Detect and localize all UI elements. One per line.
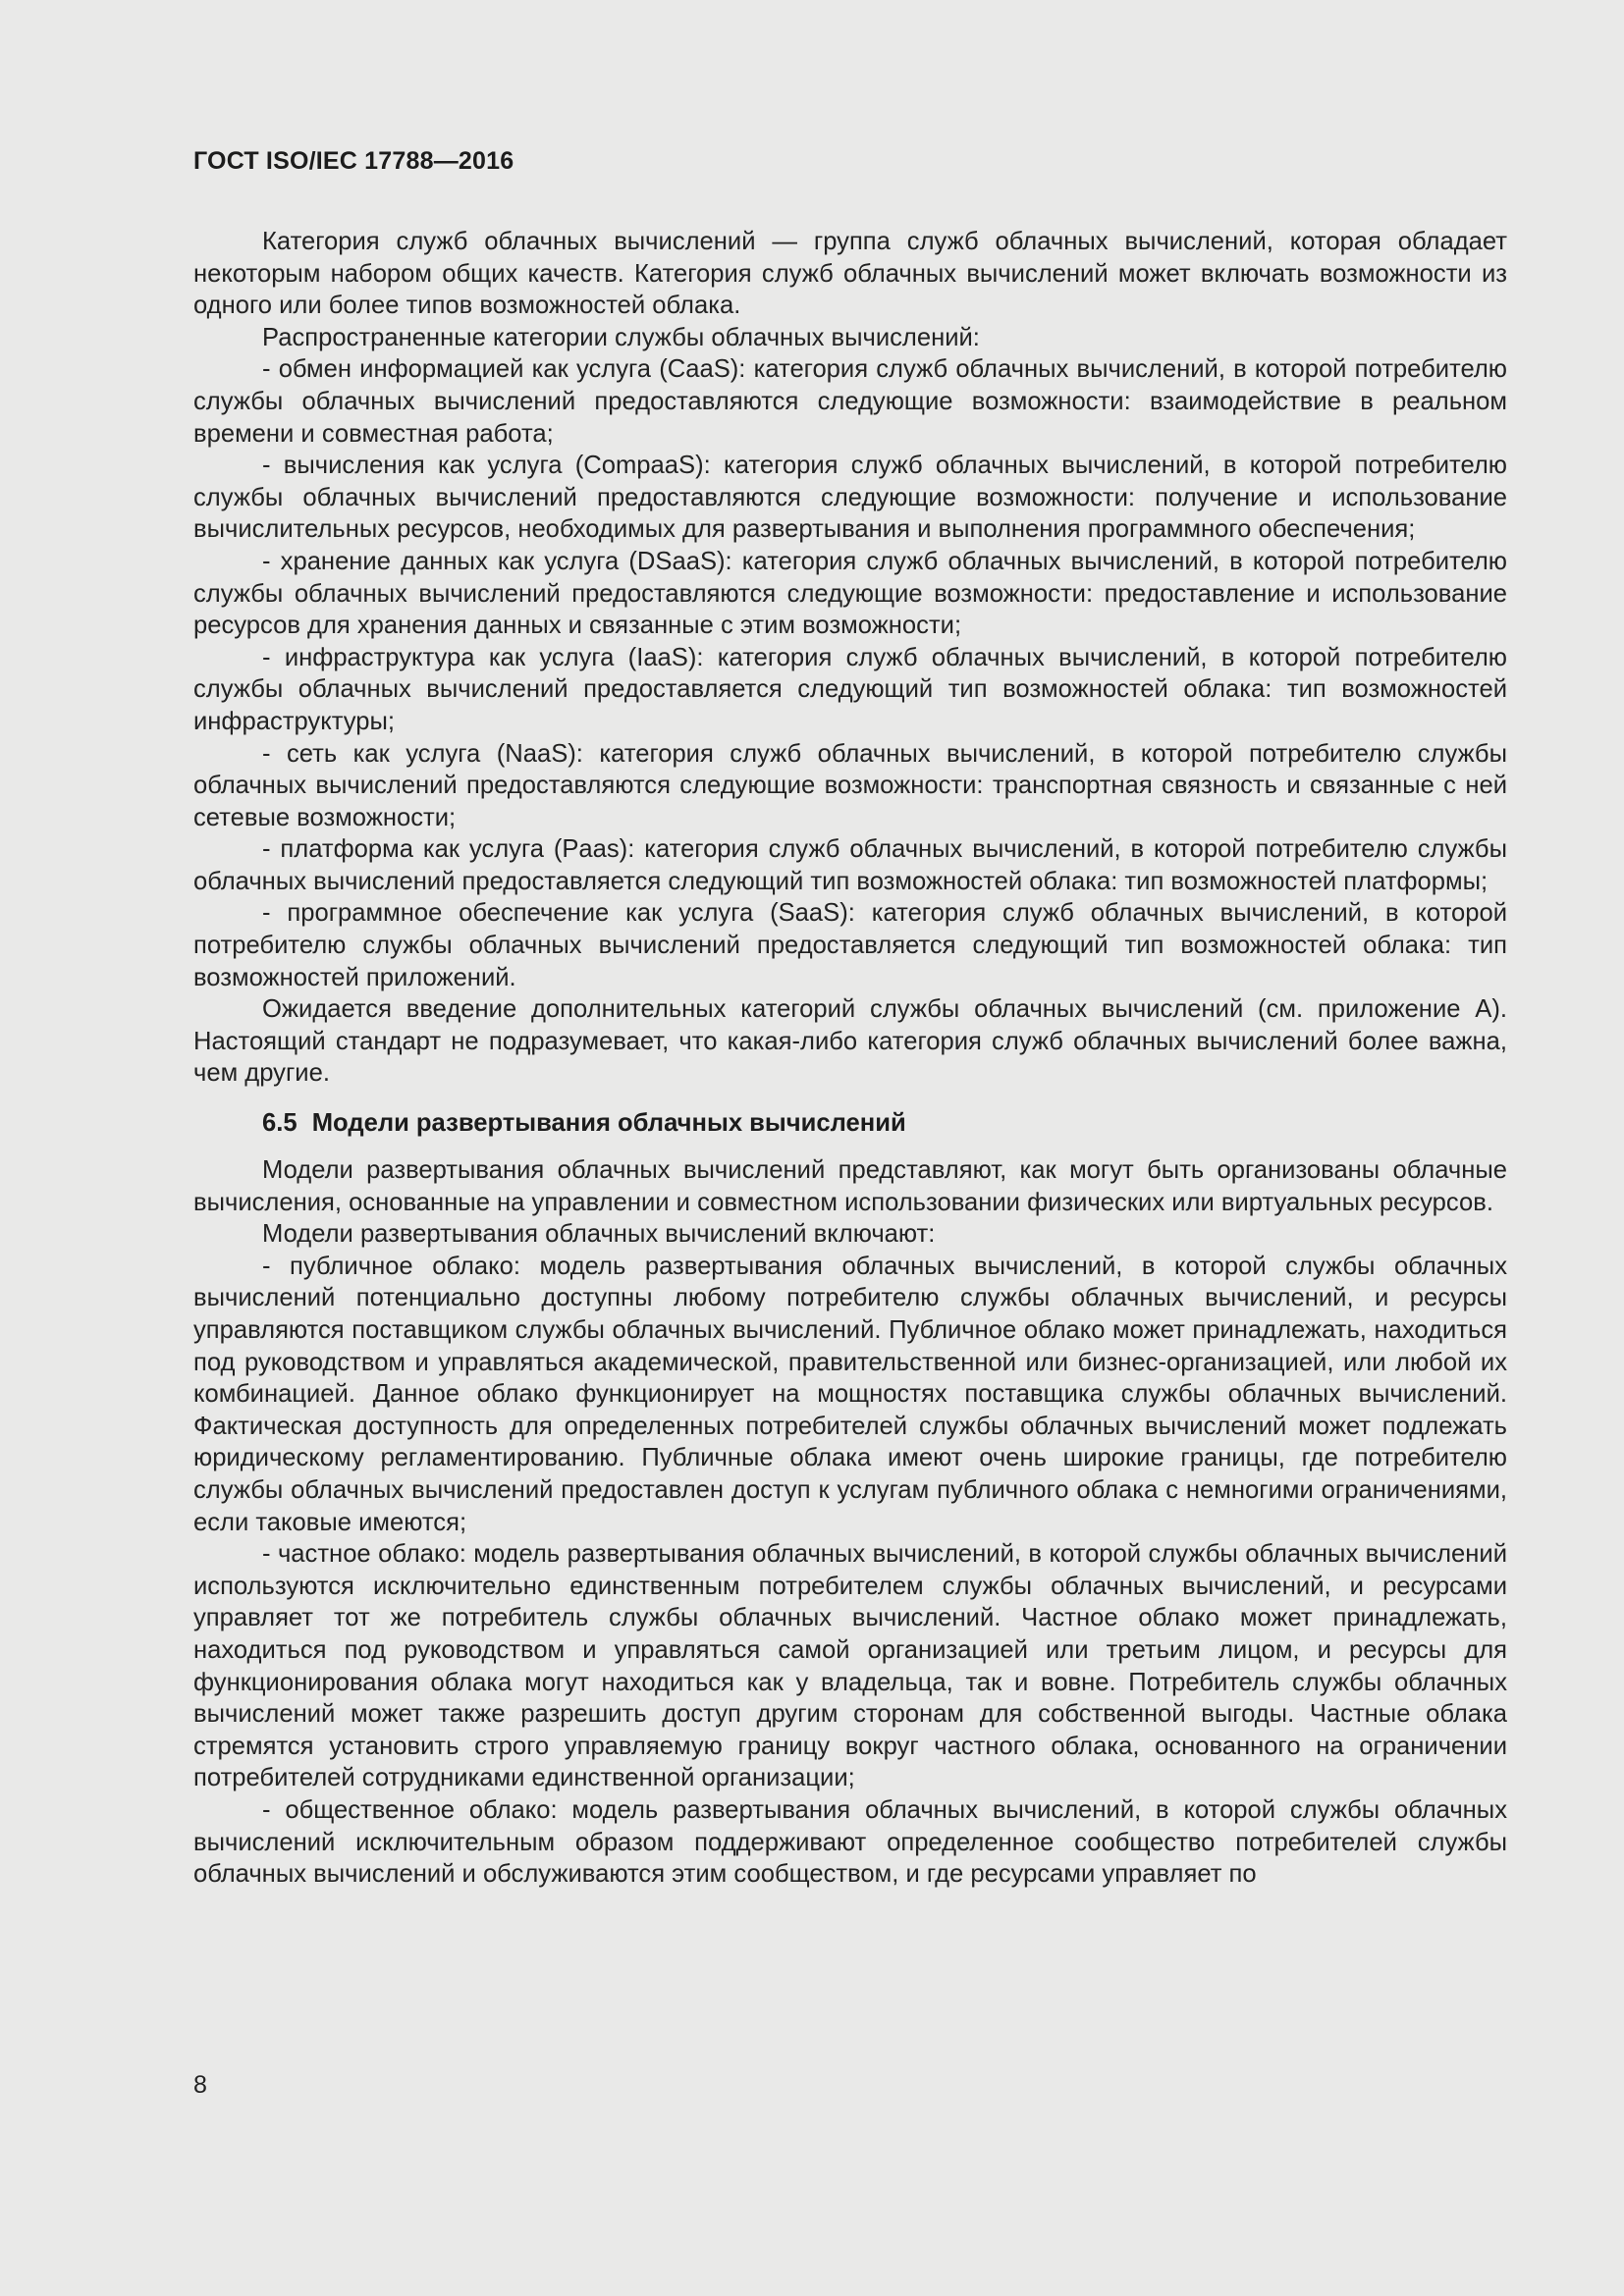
page-number: 8 (193, 2071, 207, 2099)
section-heading (193, 1107, 1507, 1139)
list-item: - сеть как услуга (NaaS): категория служб облачных вычислений, в которой потребителю службы облачных вычислений предоставляются следующие возможности: транспортная связность и связанные с ней сетевые возможности; (193, 739, 1507, 831)
paragraph: Модели развертывания облачных вычислений включают: (262, 1220, 936, 1249)
list-item: - общественное облако: модель развертывания облачных вычислений, в которой службы облачных вычислений исключительным образом поддерживают определенное сообщество потребителей службы облачных вычислений и обслуживаются этим сообществом, и где ресурсами управляет по (193, 1795, 1507, 1889)
paragraph: Распространенные категории службы облачных вычислений: (262, 323, 980, 351)
list-item: - программное обеспечение как услуга (SaaS): категория служб облачных вычислений, в которой потребителю службы облачных вычислений предоставляется следующий тип возможностей облака: тип возможностей приложений. (193, 899, 1507, 991)
list-item: - обмен информацией как услуга (CaaS): категория служб облачных вычислений, в которой потребителю службы облачных вычислений предоставляются следующие возможности: взаимодействие в реальном времени и совместная работа; (193, 355, 1507, 448)
list-item: - частное облако: модель развертывания облачных вычислений, в которой службы облачных вычислений используются исключительно единственным потребителем службы облачных вычислений, и ресурсами управляет тот же потребитель службы облачных вычислений. Частное облако может принадлежать, находиться под руководством и управляться самой организацией или третьим лицом, и ресурсы для функционирования облака могут находиться как у владельца, так и вовне. Потребитель службы облачных вычислений может также разрешить доступ другим сторонам для собственной выгоды. Частные облака стремятся установить строго управляемую границу вокруг частного облака, основанного на ограничении потребителей сотрудниками единственной организации; (193, 1540, 1507, 1792)
section-title: Модели развертывания облачных вычислений (311, 1109, 906, 1138)
list-item: - инфраструктура как услуга (IaaS): категория служб облачных вычислений, в которой потребителю службы облачных вычислений предоставляется следующий тип возможностей облака: тип возможностей инфраструктуры; (193, 643, 1507, 735)
paragraph: Ожидается введение дополнительных категорий службы облачных вычислений (см. приложение А). Настоящий стандарт не подразумевает, что какая-либо категория служб облачных вычислений более важна, чем другие. (193, 995, 1507, 1088)
document-header: ГОСТ ISO/IEC 17788—2016 (193, 147, 514, 175)
paragraph: Категория служб облачных вычислений — группа служб облачных вычислений, которая обладает некоторым набором общих качеств. Категория служб облачных вычислений может включать возможности из одного или более типов возможностей облака. (193, 228, 1507, 320)
section-number: 6.5 (262, 1109, 298, 1138)
list-item: - хранение данных как услуга (DSaaS): категория служб облачных вычислений, в которой потребителю службы облачных вычислений предоставляются следующие возможности: предоставление и использование ресурсов для хранения данных и связанные с этим возможности; (193, 547, 1507, 640)
list-item: - вычисления как услуга (CompaaS): категория служб облачных вычислений, в которой потребителю службы облачных вычислений предоставляются следующие возможности: получение и использование вычислительных ресурсов, необходимых для развертывания и выполнения программного обеспечения; (193, 452, 1507, 544)
paragraph: Модели развертывания облачных вычислений представляют, как могут быть организованы облачные вычисления, основанные на управлении и совместном использовании физических или виртуальных ресурсов. (193, 1156, 1507, 1216)
list-item: - публичное облако: модель развертывания облачных вычислений, в которой службы облачных вычислений потенциально доступны любому потребителю службы облачных вычислений, и ресурсы управляются поставщиком службы облачных вычислений. Публичное облако может принадлежать, находиться под руководством и управляться академической, правительственной или бизнес-организацией, или любой их комбинацией. Данное облако функционирует на мощностях поставщика службы облачных вычислений. Фактическая доступность для определенных потребителей службы облачных вычислений может подлежать юридическому регламентированию. Публичные облака имеют очень широкие границы, где потребителю службы облачных вычислений предоставлен доступ к услугам публичного облака с немногими ограничениями, если таковые имеются; (193, 1252, 1507, 1536)
list-item: - платформа как услуга (Paas): категория служб облачных вычислений, в которой потребителю службы облачных вычислений предоставляется следующий тип возможностей облака: тип возможностей платформы; (193, 835, 1507, 895)
document-body (193, 226, 1507, 1891)
